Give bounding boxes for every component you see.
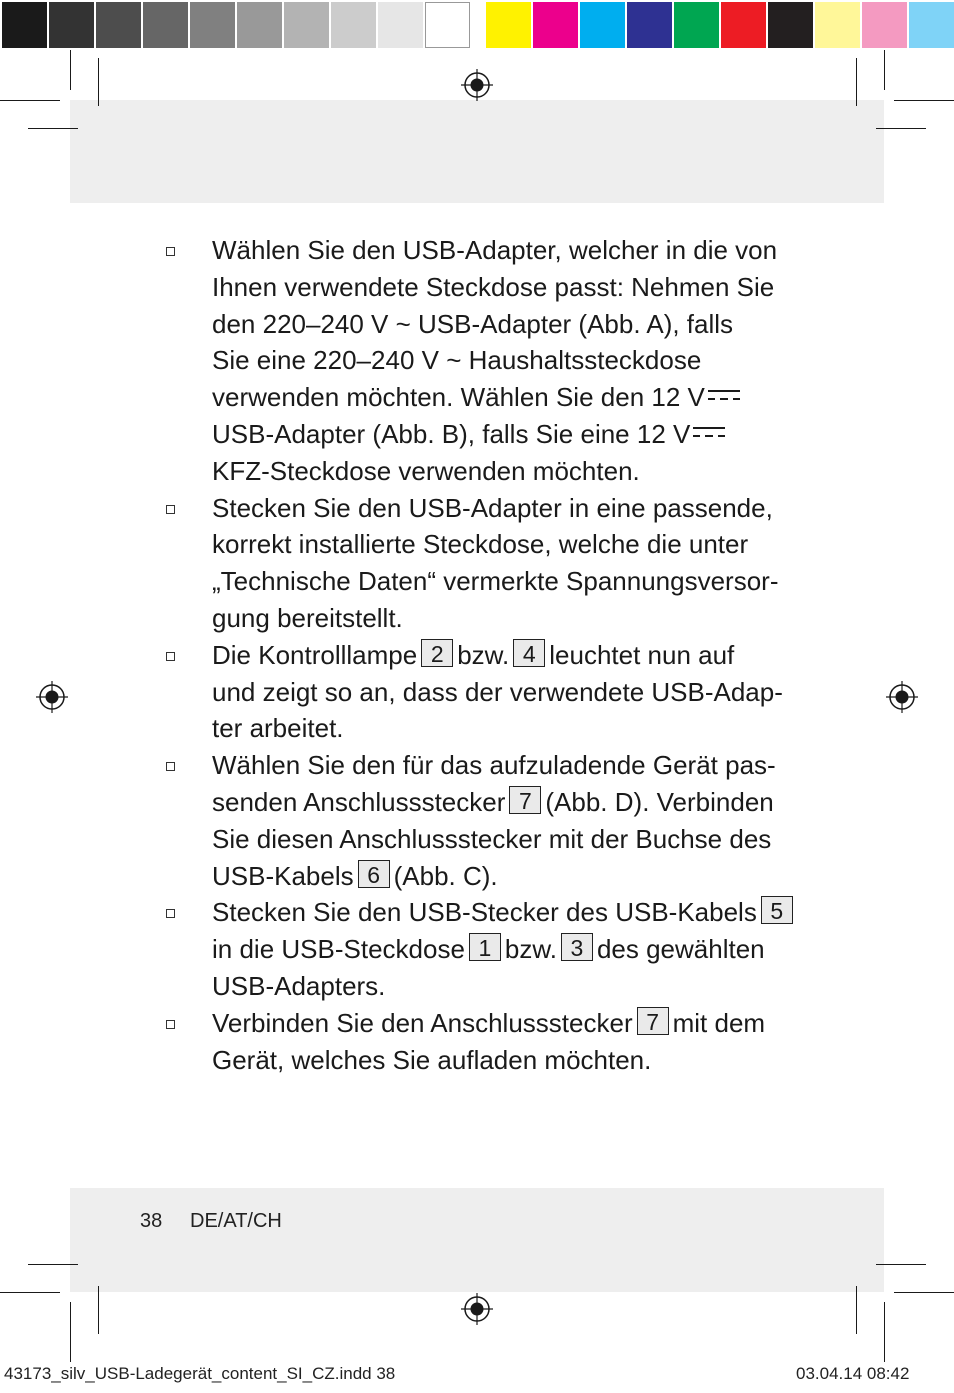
text-line [212, 821, 800, 858]
text-segment: Gerät, welches Sie aufladen möchten. [212, 1044, 652, 1075]
crop-mark [876, 1264, 926, 1265]
color-swatch [768, 2, 813, 48]
text-segment: Die Kontrolllampe [212, 639, 418, 670]
crop-mark [856, 58, 857, 106]
part-reference-badge: 6 [358, 860, 390, 888]
color-swatch [909, 2, 954, 48]
text-segment: gung bereitstellt. [212, 602, 403, 633]
instruction-item [160, 894, 800, 1004]
crop-mark [28, 1264, 78, 1265]
text-line [212, 269, 800, 306]
text-segment: USB-Adapter (Abb. B), falls Sie eine 12 V [212, 418, 691, 449]
crop-mark [856, 1286, 857, 1334]
text-line [212, 379, 800, 416]
crop-mark [884, 50, 885, 90]
checkbox-bullet-icon [166, 247, 175, 256]
checkbox-bullet-icon [166, 762, 175, 771]
grayscale-color-bar [2, 2, 472, 48]
color-swatch [237, 2, 282, 48]
checkbox-bullet-icon [166, 652, 175, 661]
text-segment: Ihnen verwendete Steckdose passt: Nehmen Sie [212, 271, 775, 302]
text-segment: in die USB-Steckdose [212, 934, 465, 965]
slug-timestamp: 03.04.14 08:42 [796, 1364, 910, 1383]
crop-mark [28, 128, 78, 129]
crop-mark [70, 50, 71, 90]
text-segment: ter arbeitet. [212, 713, 344, 744]
part-reference-badge: 4 [513, 639, 545, 667]
part-reference-badge: 3 [561, 933, 593, 961]
text-line [212, 1005, 800, 1042]
text-line [212, 306, 800, 343]
text-segment: korrekt installierte Steckdose, welche die unter [212, 529, 749, 560]
color-swatch [96, 2, 141, 48]
crop-mark [876, 128, 926, 129]
color-swatch [425, 2, 470, 48]
instruction-list [160, 232, 800, 1078]
text-line [212, 710, 800, 747]
text-segment: verwenden möchten. Wählen Sie den 12 V [212, 382, 705, 413]
text-line [212, 232, 800, 269]
dc-symbol-icon [692, 425, 726, 439]
crop-mark [884, 1302, 885, 1362]
text-segment: „Technische Daten“ vermerkte Spannungsversor- [212, 566, 779, 597]
text-segment: Stecken Sie den USB-Adapter in eine passende, [212, 492, 773, 523]
text-segment: bzw. [457, 639, 510, 670]
registration-mark-icon [461, 69, 493, 101]
color-swatch [284, 2, 329, 48]
text-line [212, 858, 800, 895]
text-segment: (Abb. D). Verbinden [545, 786, 774, 817]
text-line [212, 637, 800, 674]
instruction-item [160, 1005, 800, 1079]
text-line [212, 453, 800, 490]
color-swatch [486, 2, 531, 48]
text-segment: KFZ-Steckdose verwenden möchten. [212, 455, 640, 486]
color-swatch [533, 2, 578, 48]
color-swatch [627, 2, 672, 48]
crop-mark [0, 1292, 60, 1293]
page-number: 38 [140, 1210, 163, 1232]
text-line [212, 526, 800, 563]
text-segment: des gewählten [596, 934, 765, 965]
text-segment: USB-Adapters. [212, 970, 386, 1001]
text-line [212, 342, 800, 379]
color-swatch [143, 2, 188, 48]
color-swatch [331, 2, 376, 48]
instruction-item [160, 637, 800, 747]
dc-symbol-icon [707, 388, 741, 402]
color-swatch [190, 2, 235, 48]
text-segment: mit dem [672, 1007, 766, 1038]
text-line [212, 968, 800, 1005]
text-segment: den 220–240 V ~ USB-Adapter (Abb. A), falls [212, 308, 734, 339]
part-reference-badge: 1 [469, 933, 501, 961]
crop-mark [98, 58, 99, 106]
text-line [212, 747, 800, 784]
text-line [212, 1042, 800, 1079]
color-swatch [580, 2, 625, 48]
part-reference-badge: 7 [509, 786, 541, 814]
text-segment: Verbinden Sie den Anschlussstecker [212, 1007, 633, 1038]
checkbox-bullet-icon [166, 1020, 175, 1029]
color-swatch [721, 2, 766, 48]
region-label: DE/AT/CH [190, 1210, 282, 1232]
text-segment: Sie eine 220–240 V ~ Haushaltssteckdose [212, 345, 702, 376]
text-line [212, 931, 800, 968]
slug-filename: 43173_silv_USB-Ladegerät_content_SI_CZ.indd 38 [4, 1364, 396, 1383]
text-segment: und zeigt so an, dass der verwendete USB-Adap- [212, 676, 783, 707]
crop-mark [0, 100, 60, 101]
color-swatch [815, 2, 860, 48]
text-segment: leuchtet nun auf [549, 639, 735, 670]
instruction-item [160, 747, 800, 894]
footer-band [70, 1188, 884, 1292]
text-segment: Sie diesen Anschlussstecker mit der Buchse des [212, 823, 772, 854]
color-swatch [674, 2, 719, 48]
text-segment: (Abb. C). [393, 860, 498, 891]
text-segment: Stecken Sie den USB-Stecker des USB-Kabels [212, 897, 757, 928]
instruction-item [160, 232, 800, 490]
crop-mark [894, 1292, 954, 1293]
registration-mark-icon [886, 681, 918, 713]
text-segment: Wählen Sie den für das aufzuladende Gerät pas- [212, 750, 776, 781]
instruction-item [160, 490, 800, 637]
registration-mark-icon [461, 1293, 493, 1325]
text-segment: bzw. [504, 934, 557, 965]
text-line [212, 894, 800, 931]
text-line [212, 416, 800, 453]
text-segment: senden Anschlussstecker [212, 786, 506, 817]
crop-mark [98, 1286, 99, 1334]
header-band [70, 100, 884, 203]
checkbox-bullet-icon [166, 909, 175, 918]
text-segment: Wählen Sie den USB-Adapter, welcher in die von [212, 235, 778, 265]
checkbox-bullet-icon [166, 505, 175, 514]
text-segment: USB-Kabels [212, 860, 354, 891]
registration-mark-icon [36, 681, 68, 713]
part-reference-badge: 7 [637, 1007, 669, 1035]
part-reference-badge: 5 [761, 896, 793, 924]
color-swatch [2, 2, 47, 48]
text-line [212, 674, 800, 711]
color-swatch [862, 2, 907, 48]
text-line [212, 490, 800, 527]
process-color-bar [486, 2, 954, 48]
color-swatch [49, 2, 94, 48]
text-line [212, 563, 800, 600]
crop-mark [70, 1302, 71, 1362]
color-swatch [378, 2, 423, 48]
crop-mark [894, 100, 954, 101]
text-line [212, 600, 800, 637]
part-reference-badge: 2 [421, 639, 453, 667]
text-line [212, 784, 800, 821]
